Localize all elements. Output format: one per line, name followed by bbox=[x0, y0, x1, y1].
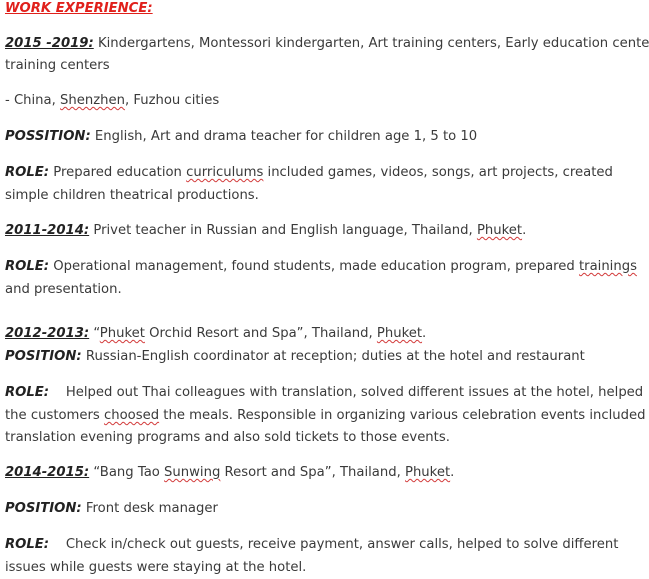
job3-header-line bbox=[5, 325, 426, 343]
job4-position-label: POSITION: bbox=[5, 501, 82, 516]
job4-city: Phuket bbox=[405, 465, 451, 480]
job2-role-text-cont: and presentation. bbox=[5, 282, 122, 297]
job2-role-misspelled: trainings bbox=[578, 259, 637, 274]
job4-header-line bbox=[5, 464, 454, 482]
job1-places-cont: training centers bbox=[5, 58, 110, 73]
job2-dates: 2011-2014: bbox=[5, 223, 90, 238]
job3-position-line bbox=[5, 348, 585, 366]
job4-dates: 2014-2015: bbox=[5, 465, 90, 480]
job4-role-text: Check in/check out guests, receive payment, answer calls, helped to solve different bbox=[49, 537, 619, 552]
job3-text-c: . bbox=[422, 326, 427, 341]
work-experience-heading bbox=[5, 0, 153, 18]
job2-header-line bbox=[5, 222, 526, 240]
job1-role-label: ROLE: bbox=[5, 165, 50, 180]
job4-text-a: “Bang Tao bbox=[89, 465, 165, 480]
job2-role-label: ROLE: bbox=[5, 259, 50, 274]
job1-header-line bbox=[5, 35, 649, 53]
job4-text-c: . bbox=[450, 465, 455, 480]
job1-role-text-a: Prepared education bbox=[49, 165, 187, 180]
job4-position-text: Front desk manager bbox=[81, 501, 218, 516]
job1-location-prefix: - China, bbox=[5, 93, 61, 108]
job4-role-line2 bbox=[5, 559, 306, 577]
job2-role-text-a: Operational management, found students, made education program, prepared bbox=[49, 259, 579, 274]
job1-location-suffix: , Fuzhou cities bbox=[124, 93, 220, 108]
job3-role-text-b: the meals. Responsible in organizing various celebration events included bbox=[159, 408, 646, 423]
job3-role-misspelled: choosed bbox=[104, 408, 160, 423]
job1-location-city: Shenzhen bbox=[60, 93, 125, 108]
job3-role-line2 bbox=[5, 407, 645, 425]
job1-role-text-cont: simple children theatrical productions. bbox=[5, 188, 259, 203]
job3-role-line3 bbox=[5, 429, 450, 447]
job4-role-label: ROLE: bbox=[5, 537, 50, 552]
job3-text-a: “ bbox=[89, 326, 100, 341]
job2-text-a: Privet teacher in Russian and English language, Thailand, bbox=[89, 223, 477, 238]
job3-city2: Phuket bbox=[376, 326, 423, 341]
job1-role-misspelled: curriculums bbox=[186, 165, 264, 180]
job4-text-b: Resort and Spa”, Thailand, bbox=[220, 465, 405, 480]
job3-position-text: Russian-English coordinator at reception; duties at the hotel and restaurant bbox=[81, 349, 585, 364]
job3-role-text-a: the customers bbox=[5, 408, 104, 423]
job1-role-line2 bbox=[5, 187, 259, 205]
job3-text-b: Orchid Resort and Spa”, Thailand, bbox=[144, 326, 377, 341]
job3-position-label: POSITION: bbox=[5, 349, 82, 364]
job3-city1: Phuket bbox=[99, 326, 145, 341]
job2-role-line2 bbox=[5, 281, 122, 299]
job3-dates: 2012-2013: bbox=[5, 326, 90, 341]
job1-dates: 2015 -2019: bbox=[5, 36, 94, 51]
job1-role-text-b: included games, videos, songs, art projects, created bbox=[263, 165, 613, 180]
job4-name-misspelled: Sunwing bbox=[164, 465, 221, 480]
job1-position-label: POSSITION: bbox=[5, 129, 91, 144]
job3-role-text: Helped out Thai colleagues with translation, solved different issues at the hotel, helped bbox=[49, 385, 644, 400]
section-heading: WORK EXPERIENCE: bbox=[5, 1, 153, 16]
job1-places: Kindergartens, Montessori kindergarten, Art training centers, Early education cente bbox=[93, 36, 649, 51]
job3-role-label: ROLE: bbox=[5, 385, 50, 400]
job2-role-line1 bbox=[5, 258, 637, 276]
job1-places-line2 bbox=[5, 57, 110, 75]
job2-text-b: . bbox=[522, 223, 527, 238]
job1-role-line1 bbox=[5, 164, 613, 182]
job2-city: Phuket bbox=[476, 223, 523, 238]
job4-role-text-cont: issues while guests were staying at the hotel. bbox=[5, 560, 307, 575]
job1-location-line bbox=[5, 92, 219, 110]
job4-position-line bbox=[5, 500, 218, 518]
job1-position-line bbox=[5, 128, 477, 146]
job3-role-line1 bbox=[5, 384, 643, 402]
job4-role-line1 bbox=[5, 536, 618, 554]
job1-position-text: English, Art and drama teacher for children age 1, 5 to 10 bbox=[90, 129, 478, 144]
job3-role-text-cont: translation evening programs and also sold tickets to those events. bbox=[5, 430, 450, 445]
